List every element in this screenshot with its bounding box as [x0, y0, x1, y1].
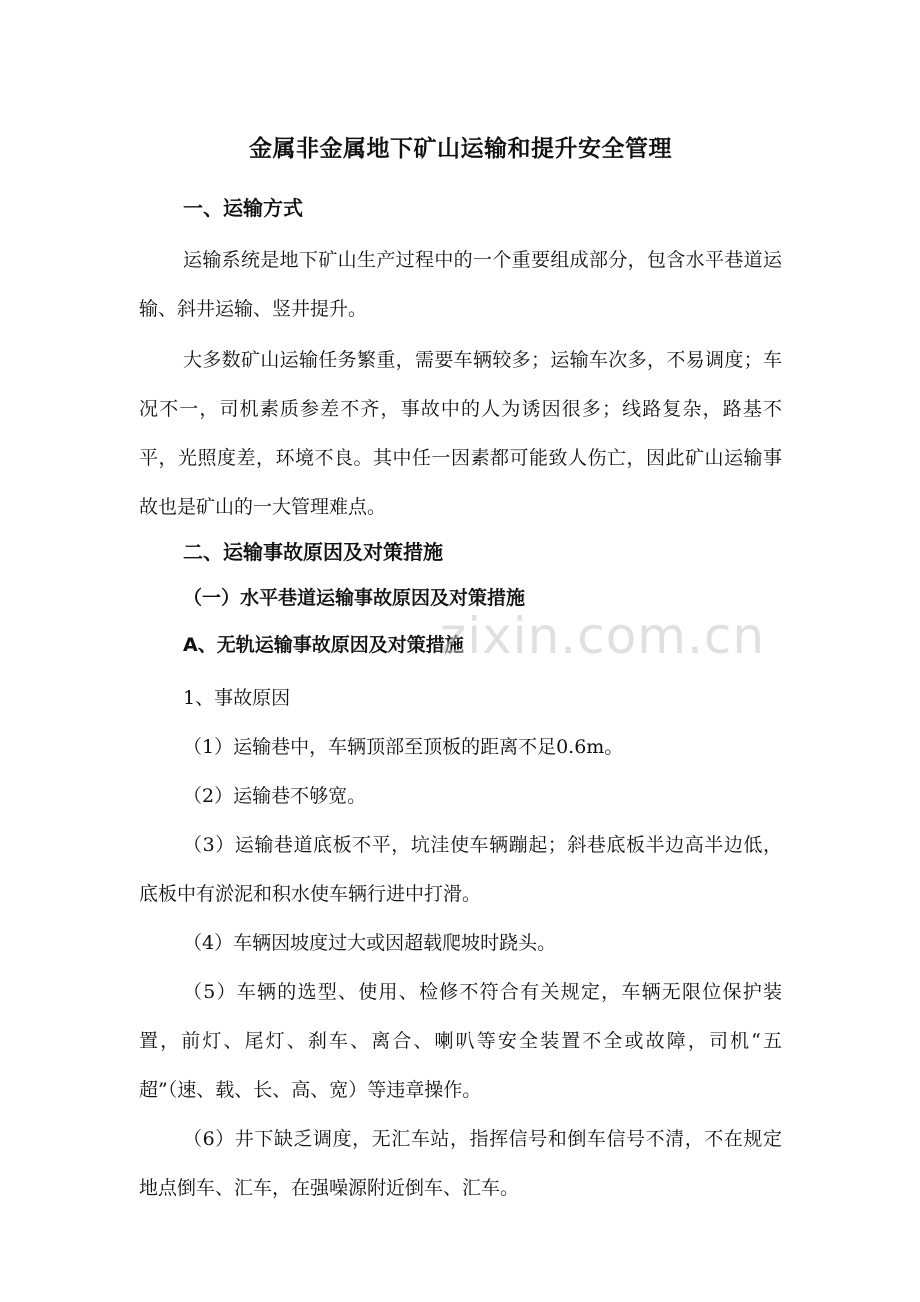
document-body	[139, 128, 782, 1213]
site-watermark: zixin.com.cn	[440, 607, 766, 665]
subsection-heading-trackless-transport: A、无轨运输事故原因及对策措施	[183, 634, 464, 656]
subsection-heading-horizontal-roadway: （一）水平巷道运输事故原因及对策措施	[183, 587, 526, 609]
list-item: （2）运输巷不够宽。	[183, 785, 367, 807]
paragraph-transport-system: 运输系统是地下矿山生产过程中的一个重要组成部分，包含水平巷道运输、斜井运输、竖井提升。	[139, 249, 782, 320]
list-item: （5）车辆的选型、使用、检修不符合有关规定，车辆无限位保护装置，前灯、尾灯、刹车、离合、喇叭等安全装置不全或故障，司机“五超”（速、载、长、高、宽）等违章操作。	[139, 981, 782, 1101]
document-title: 金属非金属地下矿山运输和提升安全管理	[249, 136, 672, 162]
list-item: （4）车辆因坡度过大或因超载爬坡时跷头。	[183, 932, 557, 954]
list-item: （6）井下缺乏调度，无汇车站，指挥信号和倒车信号不清，不在规定地点倒车、汇车，在强噪源附近倒车、汇车。	[139, 1128, 782, 1199]
list-title-accident-causes: 1、事故原因	[183, 687, 291, 709]
list-item: （1）运输巷中，车辆顶部至顶板的距离不足0.6m。	[183, 736, 624, 758]
section-heading-transport-methods: 一、运输方式	[183, 196, 303, 220]
list-item: （3）运输巷道底板不平，坑洼使车辆蹦起；斜巷底板半边高半边低，底板中有淤泥和积水使车辆行进中打滑。	[139, 834, 782, 905]
section-heading-accident-causes: 二、运输事故原因及对策措施	[183, 540, 443, 564]
paragraph-transport-difficulties: 大多数矿山运输任务繁重，需要车辆较多；运输车次多，不易调度；车况不一，司机素质参差不齐，事故中的人为诱因很多；线路复杂，路基不平，光照度差，环境不良。其中任一因素都可能致人伤亡，因此矿山运输事故也是矿山的一大管理难点。	[139, 349, 782, 518]
